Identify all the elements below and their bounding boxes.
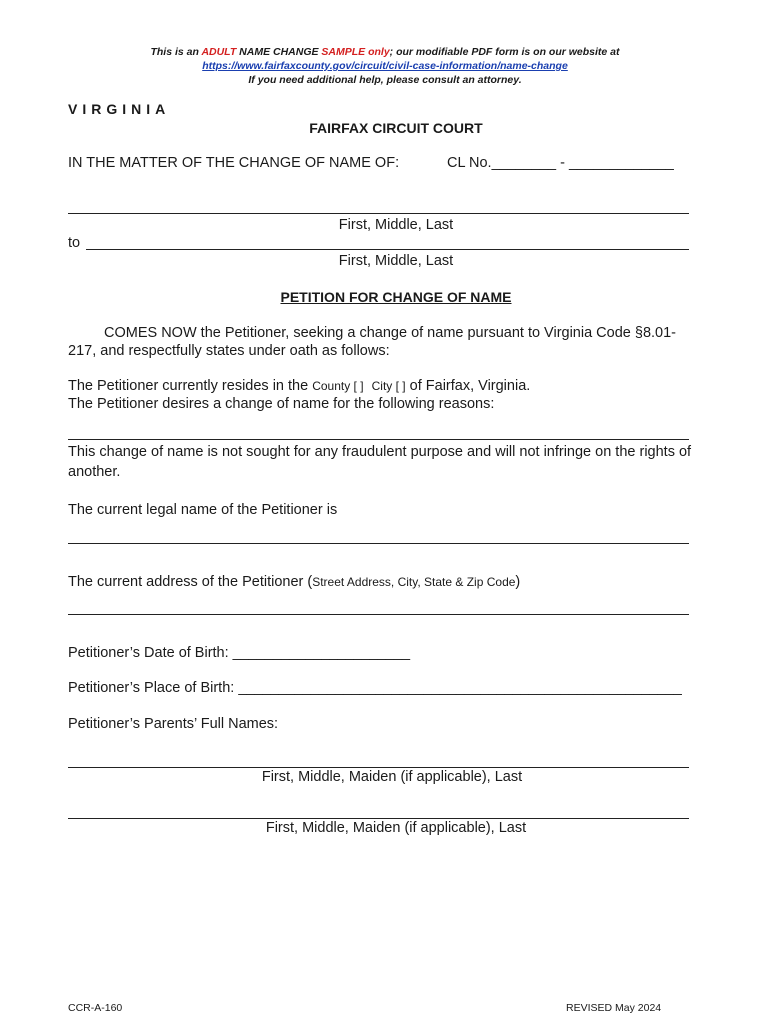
parents-label: Petitioner’s Parents’ Full Names: [68, 716, 279, 732]
notice-text: ; our modifiable PDF form is on our website at [389, 46, 620, 58]
reasons-line[interactable] [68, 439, 689, 440]
matter-caption: IN THE MATTER OF THE CHANGE OF NAME OF: [68, 155, 400, 171]
notice-text: This is an [150, 46, 202, 58]
address-text: The current address of the Petitioner ( [68, 574, 313, 590]
adult-highlight: ADULT [201, 46, 237, 58]
intro-line-1: COMES NOW the Petitioner, seeking a change of name pursuant to Virginia Code §8.01- [104, 325, 676, 341]
current-name-label: The current legal name of the Petitioner is [68, 502, 338, 518]
website-link[interactable]: https://www.fairfaxcounty.gov/circuit/civil-case-information/name-change [202, 60, 568, 72]
address-line[interactable] [68, 614, 689, 615]
fraud-statement-line-1: This change of name is not sought for any fraudulent purpose and will not infringe on the rights of [68, 444, 692, 460]
date-of-birth-field[interactable]: Petitioner’s Date of Birth: ______________________ [68, 645, 411, 661]
revision-date: REVISED May 2024 [566, 1002, 662, 1014]
notice-line-2 [0, 60, 770, 72]
new-name-line[interactable] [86, 249, 689, 250]
address-hint: Street Address, City, State & Zip Code [312, 575, 516, 589]
intro-line-2: 217, and respectfully states under oath as follows: [68, 343, 390, 359]
petition-title: PETITION FOR CHANGE OF NAME [280, 289, 512, 305]
parent-2-line[interactable] [68, 818, 689, 819]
parent-line-label: First, Middle, Maiden (if applicable), Last [261, 769, 523, 785]
reasons-label: The Petitioner desires a change of name for the following reasons: [68, 396, 495, 412]
city-checkbox[interactable]: City [ ] [371, 379, 406, 393]
to-label: to [68, 235, 81, 251]
current-legal-name-line[interactable] [68, 543, 689, 544]
residence-statement [68, 377, 530, 395]
residence-text: The Petitioner currently resides in the [68, 378, 313, 394]
parent-1-line[interactable] [68, 767, 689, 768]
county-checkbox[interactable]: County [ ] [312, 379, 364, 393]
parent-line-label: First, Middle, Maiden (if applicable), Last [265, 820, 527, 836]
notice-line-1 [0, 46, 770, 58]
court-name: FAIRFAX CIRCUIT COURT [309, 120, 483, 136]
name-line-label: First, Middle, Last [338, 253, 454, 269]
current-name-line[interactable] [68, 213, 689, 214]
address-text: ) [515, 574, 521, 590]
address-label [68, 573, 520, 591]
case-number-field[interactable]: CL No.________ - _____________ [447, 155, 674, 171]
state-heading: VIRGINIA [68, 101, 171, 117]
form-id: CCR-A-160 [68, 1002, 123, 1014]
sample-highlight: SAMPLE only [321, 46, 390, 58]
name-line-label: First, Middle, Last [338, 217, 454, 233]
notice-line-3: If you need additional help, please consult an attorney. [248, 74, 522, 86]
place-of-birth-field[interactable]: Petitioner’s Place of Birth: _______________________________________________________ [68, 680, 682, 696]
fraud-statement-line-2: another. [68, 464, 121, 480]
notice-text: NAME CHANGE [236, 46, 322, 58]
residence-text: of Fairfax, Virginia. [405, 378, 531, 394]
